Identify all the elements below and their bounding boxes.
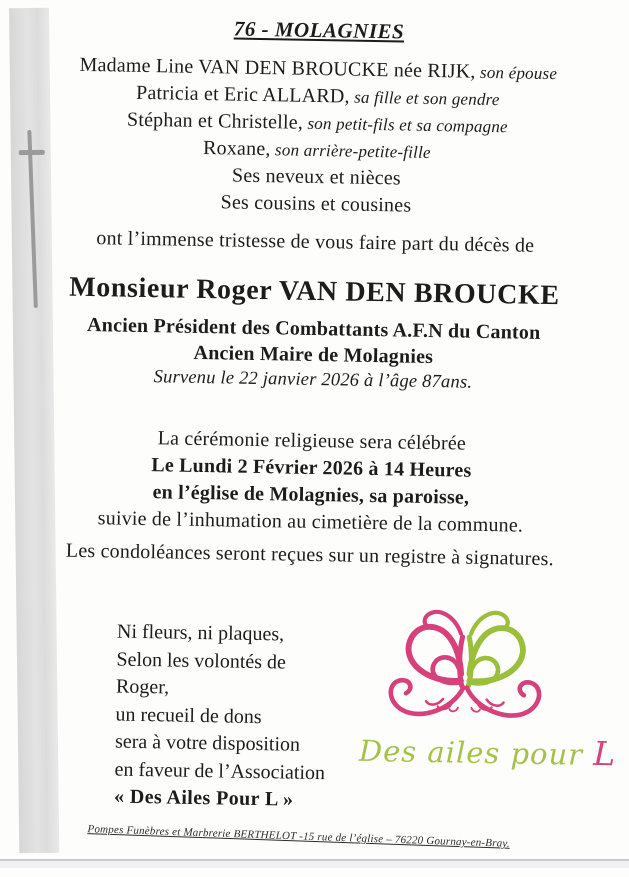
family-line: Ses neveux et nièces bbox=[231, 164, 402, 190]
family-line: Stéphan et Christelle, son petit-fils et sa compagne bbox=[126, 108, 508, 137]
logo-text-green: Des ailes pour bbox=[358, 733, 594, 772]
donation-line: Selon les volontés de bbox=[116, 648, 287, 674]
family-line: Ses cousins et cousines bbox=[220, 191, 412, 217]
deceased-title-2: Ancien Maire de Molagnies bbox=[193, 341, 434, 369]
death-date-note: Survenu le 22 janvier 2026 à l’âge 87ans. bbox=[153, 367, 473, 393]
butterfly-icon bbox=[371, 600, 559, 731]
donation-line: sera à votre disposition bbox=[114, 730, 301, 756]
ceremony-details bbox=[1, 423, 622, 542]
donation-line: Roger, bbox=[115, 675, 170, 699]
deceased-title-1: Ancien Président des Combattants A.F.N du Canton bbox=[86, 314, 541, 344]
family-line: Patricia et Eric ALLARD, sa fille et son gendre bbox=[135, 81, 500, 110]
logo-text-pink: L bbox=[592, 733, 617, 774]
ceremony-line: La cérémonie religieuse sera célébrée bbox=[157, 427, 467, 455]
donation-block bbox=[114, 619, 397, 816]
donation-line: en faveur de l’Association bbox=[114, 758, 326, 784]
association-logo bbox=[358, 600, 617, 774]
logo-wordmark bbox=[358, 730, 617, 774]
page-title: 76 - MOLAGNIES bbox=[233, 16, 405, 44]
funeral-home-footer: Pompes Funèbres et Marbrerie BERTHELOT -15 rue de l’église – 76220 Gournay-en-Bray. bbox=[87, 823, 510, 850]
association-name: « Des Ailes Pour L » bbox=[113, 785, 294, 811]
family-line: Roxane, son arrière-petite-fille bbox=[202, 136, 431, 162]
condolences-note: Les condoléances seront reçues sur un registre à signatures. bbox=[65, 539, 554, 571]
ceremony-line: suivie de l’inhumation au cimetière de la commune. bbox=[97, 507, 524, 537]
ceremony-line: en l’église de Molagnies, sa paroisse, bbox=[152, 481, 470, 509]
deceased-name: Monsieur Roger VAN DEN BROUCKE bbox=[69, 271, 560, 312]
family-list bbox=[6, 51, 628, 224]
announcement-sentence: ont l’immense tristesse de vous faire part du décès de bbox=[96, 227, 535, 257]
family-line: Madame Line VAN DEN BROUCKE née RIJK, son épouse bbox=[79, 53, 558, 84]
ceremony-line: Le Lundi 2 Février 2026 à 14 Heures bbox=[151, 454, 472, 482]
donation-line: un recueil de dons bbox=[115, 703, 262, 728]
donation-line: Ni fleurs, ni plaques, bbox=[116, 620, 285, 646]
